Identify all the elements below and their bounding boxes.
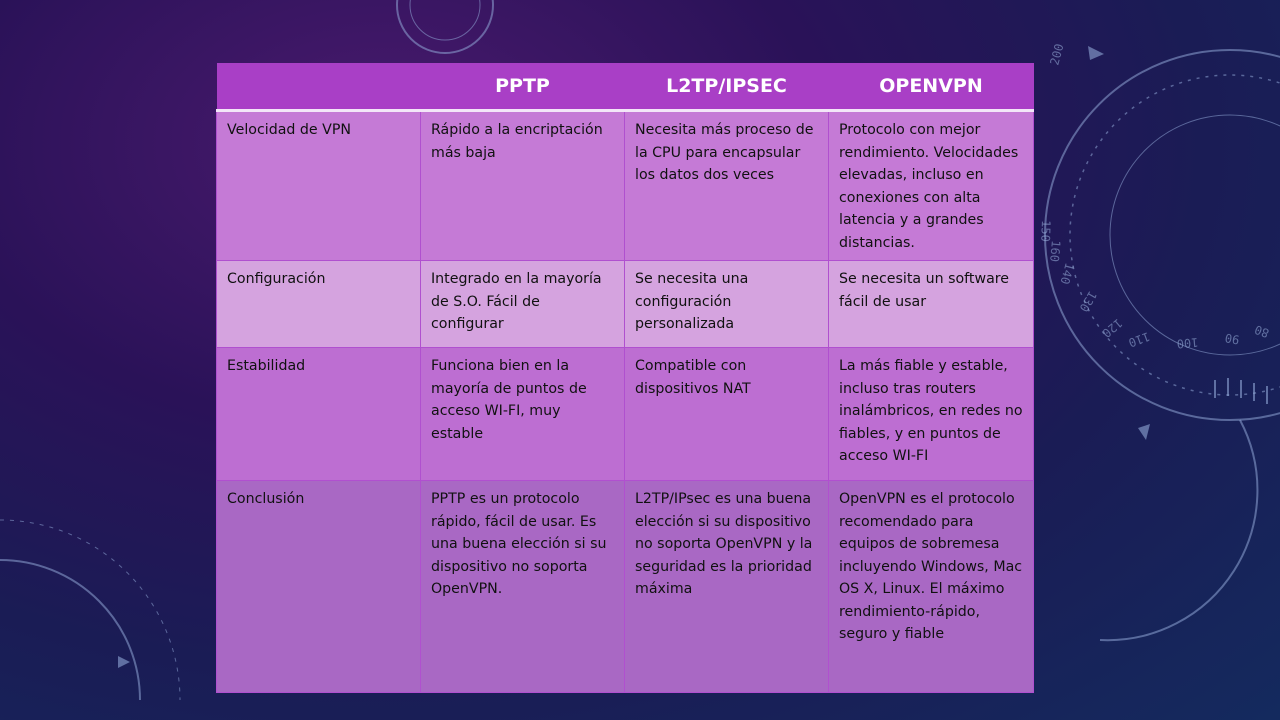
header-l2tp: L2TP/IPSEC bbox=[625, 63, 829, 111]
table-cell: Rápido a la encriptación más baja bbox=[421, 111, 625, 261]
table-cell: OpenVPN es el protocolo recomendado para equipos de sobremesa incluyendo Windows, Mac OS X, Linux. El máximo rendimiento-rápido, seguro y fiable bbox=[829, 481, 1034, 693]
table-row bbox=[217, 481, 1034, 693]
table-cell: Se necesita una configuración personalizada bbox=[625, 261, 829, 348]
table-row bbox=[217, 111, 1034, 261]
svg-text:140: 140 bbox=[1057, 261, 1077, 286]
corner-arc-left bbox=[0, 560, 140, 700]
dial-ring-outer bbox=[1045, 50, 1280, 420]
header-row bbox=[217, 63, 1034, 111]
table-cell: Integrado en la mayoría de S.O. Fácil de configurar bbox=[421, 261, 625, 348]
arrow-icon-top bbox=[1088, 46, 1104, 60]
dial-ring-inner bbox=[1070, 75, 1280, 395]
svg-text:160: 160 bbox=[1047, 239, 1063, 263]
table-cell: L2TP/IPsec es una buena elección si su dispositivo no soporta OpenVPN y la seguridad es la prioridad máxima bbox=[625, 481, 829, 693]
corner-arc-left-outer bbox=[0, 520, 180, 700]
table-cell: PPTP es un protocolo rápido, fácil de usar. Es una buena elección si su dispositivo no soporta OpenVPN. bbox=[421, 481, 625, 693]
table-cell: Necesita más proceso de la CPU para encapsular los datos dos veces bbox=[625, 111, 829, 261]
arc-right-bottom bbox=[1100, 420, 1257, 640]
row-label: Configuración bbox=[217, 261, 421, 348]
top-ring-inner bbox=[410, 0, 480, 40]
table-row bbox=[217, 261, 1034, 348]
svg-text:200: 200 bbox=[1047, 42, 1067, 67]
top-ring bbox=[397, 0, 493, 53]
header-pptp: PPTP bbox=[421, 63, 625, 111]
table-cell: La más fiable y estable, incluso tras routers inalámbricos, en redes no fiables, y en puntos de acceso WI-FI bbox=[829, 348, 1034, 481]
vpn-comparison-table bbox=[216, 63, 1034, 693]
svg-text:110: 110 bbox=[1126, 329, 1152, 350]
row-label: Conclusión bbox=[217, 481, 421, 693]
svg-text:150: 150 bbox=[1038, 219, 1053, 243]
table-cell: Protocolo con mejor rendimiento. Velocidades elevadas, incluso en conexiones con alta latencia y a grandes distancias. bbox=[829, 111, 1034, 261]
svg-text:120: 120 bbox=[1099, 315, 1126, 341]
table-cell: Funciona bien en la mayoría de puntos de acceso WI-FI, muy estable bbox=[421, 348, 625, 481]
arrow-icon-right bbox=[1138, 424, 1150, 440]
table-cell: Compatible con dispositivos NAT bbox=[625, 348, 829, 481]
dial-ring-core bbox=[1110, 115, 1280, 355]
dial-numbers bbox=[1038, 42, 1271, 351]
svg-text:100: 100 bbox=[1176, 335, 1199, 351]
svg-text:90: 90 bbox=[1223, 330, 1241, 347]
table-cell: Se necesita un software fácil de usar bbox=[829, 261, 1034, 348]
table-row bbox=[217, 348, 1034, 481]
header-corner bbox=[217, 63, 421, 111]
svg-text:130: 130 bbox=[1076, 288, 1100, 315]
tick-marks bbox=[1215, 378, 1267, 404]
arrow-icon-bottom bbox=[118, 656, 130, 668]
svg-text:80: 80 bbox=[1252, 322, 1272, 341]
row-label: Velocidad de VPN bbox=[217, 111, 421, 261]
row-label: Estabilidad bbox=[217, 348, 421, 481]
header-openvpn: OPENVPN bbox=[829, 63, 1034, 111]
